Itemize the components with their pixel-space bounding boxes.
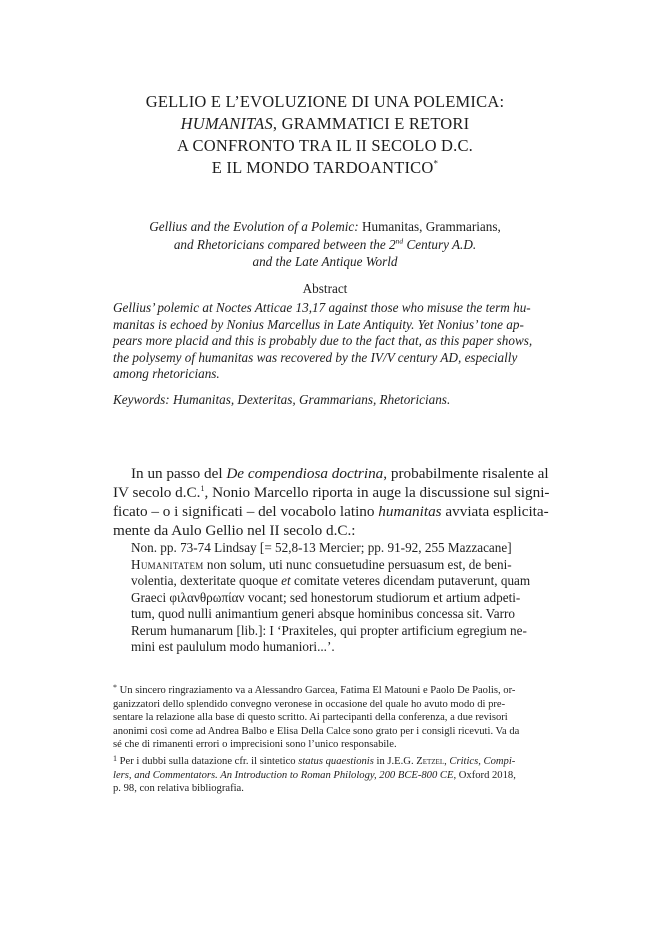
footnote-1-text-c: , [444,755,450,767]
footnote-1-marker: 1 [113,753,117,763]
english-title-line-2-a: and Rhetoricians compared between the 2 [173,236,396,252]
footnote-1-line-3: p. 98, con relativa bibliografia. [113,783,244,795]
title-footnote-marker: * [433,158,439,169]
title-line-2-rest: , GRAMMATICI E RETORI [272,114,470,133]
body-line-2 [113,483,550,502]
footnote-1-line-1 [113,755,543,769]
footnote-star-line: sé che di rimanenti errori o imprecisioni sono l’unico responsabile. [113,739,397,751]
abstract-line: Gellius’ polemic at Noctes Atticae 13,17 against those who misuse the term hu- [113,300,531,315]
body-line-3-b: avviata esplicita- [441,503,549,520]
footnote-1-book-title-b: lers, and Commentators. An Introduction to Roman Philology, 200 BCE-800 CE [113,769,454,781]
english-title-line-1-a: Gellius and the Evolution of a Polemic: [149,219,362,234]
quote-line-4: Graeci φιλανθρωπίαν vocant; sed honestorum studiorum et artium adpeti- [131,589,521,605]
english-title-ordinal: nd [395,236,404,246]
footnotes [113,684,543,796]
footnote-1-line-2 [113,769,543,783]
body-line-2-a: IV secolo d.C. [113,484,201,501]
quote-line-2-rest: non solum, uti nunc consuetudine persuasum est, de beni- [203,556,512,572]
title-line-1: GELLIO E L’EVOLUZIONE DI UNA POLEMICA: [145,92,505,111]
english-title-line-1-b: Humanitas, Grammarians, [361,219,501,234]
body-line-2-b: , Nonio Marcello riporta in auge la discussione sul signi- [204,484,550,501]
title-line-4-text: E IL MONDO TARDOANTICO [211,158,434,177]
quote-humanitatem: Humanitatem [131,556,204,572]
footnote-star-line: sentare la relazione alla base di questo scritto. Ai partecipanti della conferenza, a due revisori [113,712,508,724]
footnote-1-text-b: in J.E.G. [373,755,417,767]
abstract-line: among rhetoricians. [113,366,220,381]
abstract-line: manitas is echoed by Nonius Marcellus in Late Antiquity. Yet Nonius’ tone ap- [113,316,524,332]
keywords: Keywords: Humanitas, Dexteritas, Grammarians, Rhetoricians. [113,392,451,407]
body-line-3-a: ficato – o i significati – del vocabolo latino [113,503,379,520]
footnote-star-line: anonimi così come ad Andrea Balbo e Elisa Della Calce sono grato per i consigli ricevuti. Va da [113,725,520,737]
abstract-line: pears more placid and this is probably due to the fact that, as this paper shows, [113,333,533,348]
title-humanitas: HUMANITAS [180,114,273,133]
body-humanitas: humanitas [378,503,442,520]
footnote-1-text-a: Per i dubbi sulla datazione cfr. il sintetico [117,755,299,767]
footnote-star-text: Un sincero ringraziamento va a Alessandro Garcea, Fatima El Matouni e Paolo De Paolis, or- [117,685,516,696]
footnote-1-text-d: , Oxford 2018, [453,769,516,781]
body-line-1-b: , probabilmente risalente al [383,465,549,482]
footnote-1-book-title-a: Critics, Compi- [449,755,516,767]
body-line-4: mente da Aulo Gellio nel II secolo d.C.: [113,522,356,539]
quote-line-1: Non. pp. 73-74 Lindsay [= 52,8-13 Mercier; pp. 91-92, 255 Mazzacane] [131,540,512,555]
english-title-line-1 [100,218,550,236]
quote-line-7: mini est paululum modo humaniori...’. [131,639,335,654]
article-title [100,91,550,179]
abstract-text [113,300,537,383]
english-title-line-2 [100,236,550,254]
body-line-1-a: In un passo del [131,465,227,482]
quote-line-3-a: volentia, dexteritate quoque [131,573,282,588]
quote-line-3-b: comitate veteres dicendam putaverunt, quam [290,573,531,588]
english-title [100,218,550,271]
title-line-2 [100,113,550,135]
body-work-title: De compendiosa doctrina [226,465,384,482]
title-line-3: A CONFRONTO TRA IL II SECOLO D.C. [177,136,473,155]
footnote-1-author: Zetzel [416,755,445,767]
footnote-star-line: ganizzatori dello splendido convegno veronese in occasione del quale ho avuto modo di pre- [113,698,506,710]
body-paragraph [113,464,550,540]
footnote-star-marker: * [113,683,117,692]
quote-line-6: Rerum humanarum [lib.]: I ‘Praxiteles, qui propter artificium egregium ne- [131,622,527,638]
english-title-line-2-b: Century A.D. [403,236,477,252]
abstract-heading: Abstract [302,281,348,296]
block-quote [131,540,543,656]
title-line-4 [100,157,550,179]
quote-et: et [281,573,291,588]
footnote-star-line [113,684,543,698]
body-line-3 [113,502,549,521]
quote-line-2 [131,557,543,574]
abstract-line: the polysemy of humanitas was recovered by the IV/V century AD, especially [113,349,518,365]
english-title-line-3: and the Late Antique World [252,254,398,269]
body-line-1 [113,464,549,483]
quote-line-3 [131,573,543,590]
quote-line-5: tum, quod nulli animantium generi absque hominibus concessa sit. Varro [131,606,515,621]
footnote-1-status: status quaestionis [298,755,374,767]
footnote-ref-1[interactable]: 1 [200,483,205,493]
